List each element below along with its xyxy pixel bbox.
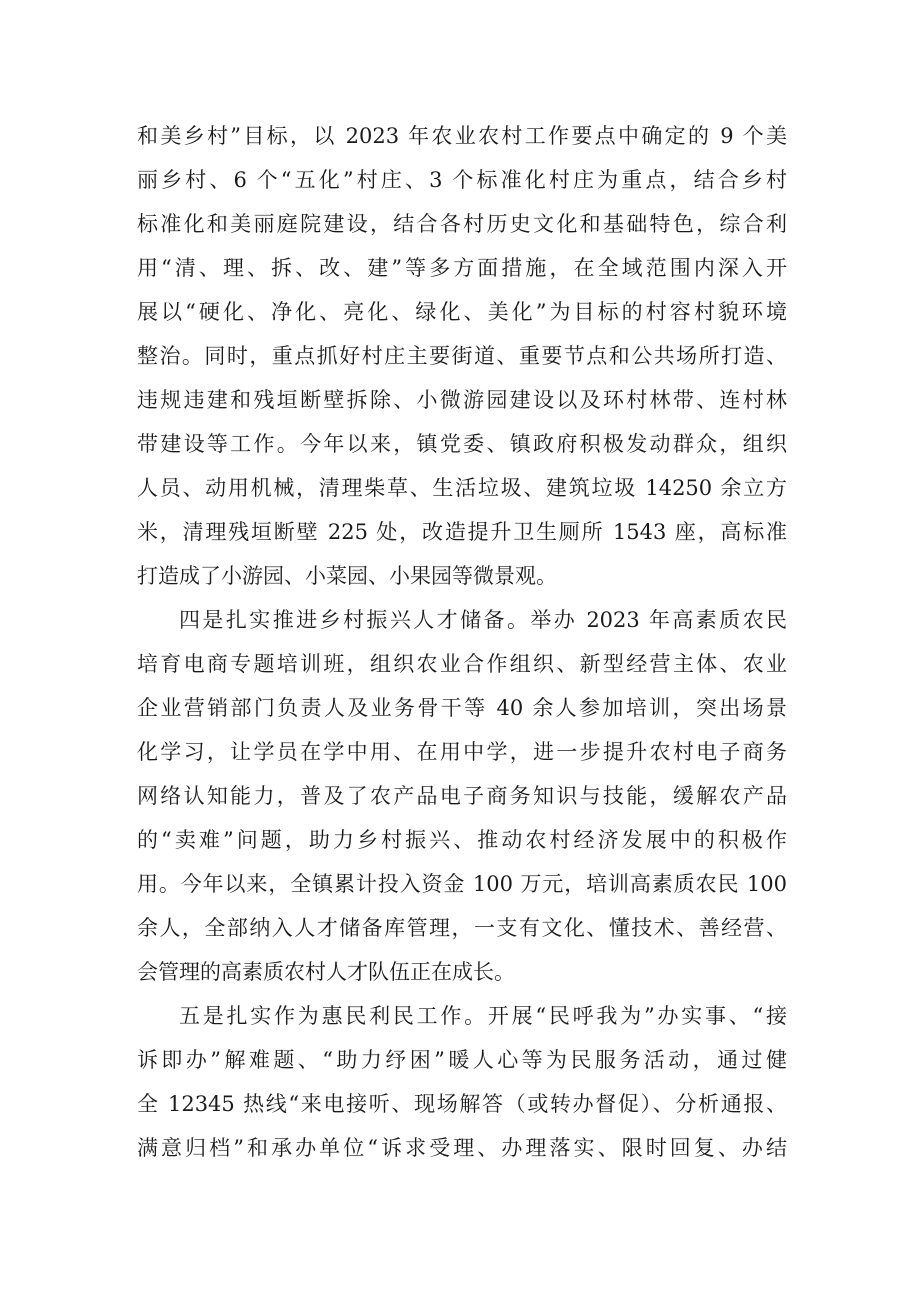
- paragraph-1-line-11: 打造成了小游园、小菜园、小果园等微景观。: [137, 564, 557, 588]
- paragraph-2-line-5: 网络认知能力，普及了农产品电子商务知识与技能，缓解农产品: [137, 784, 787, 808]
- paragraph-1-line-5: 展以“硬化、净化、亮化、绿化、美化”为目标的村容村貌环境: [137, 300, 787, 324]
- paragraph-1-line-7: 违规违建和残垣断壁拆除、小微游园建设以及环村林带、连村林: [137, 388, 787, 412]
- paragraph-2-line-2: 培育电商专题培训班，组织农业合作组织、新型经营主体、农业: [137, 652, 787, 676]
- paragraph-3-line-4: 满意归档”和承办单位“诉求受理、办理落实、限时回复、办结: [137, 1136, 787, 1160]
- paragraph-1-line-2: 丽乡村、6 个“五化”村庄、3 个标准化村庄为重点，结合乡村: [137, 168, 787, 192]
- paragraph-3-line-3: 全 12345 热线“来电接听、现场解答（或转办督促）、分析通报、: [137, 1092, 787, 1116]
- paragraph-2-line-9: 会管理的高素质农村人才队伍正在成长。: [137, 960, 515, 984]
- paragraph-2-line-8: 余人，全部纳入人才储备库管理，一支有文化、懂技术、善经营、: [137, 916, 787, 940]
- paragraph-1-line-1: 和美乡村”目标，以 2023 年农业农村工作要点中确定的 9 个美: [137, 124, 787, 148]
- paragraph-2-line-7: 用。今年以来，全镇累计投入资金 100 万元，培训高素质农民 100: [137, 872, 787, 896]
- paragraph-2-line-6: 的“卖难”问题，助力乡村振兴、推动农村经济发展中的积极作: [137, 828, 787, 852]
- paragraph-1-line-3: 标准化和美丽庭院建设，结合各村历史文化和基础特色，综合利: [137, 212, 787, 236]
- paragraph-2-line-3: 企业营销部门负责人及业务骨干等 40 余人参加培训，突出场景: [137, 696, 787, 720]
- paragraph-1-line-10: 米，清理残垣断壁 225 处，改造提升卫生厕所 1543 座，高标准: [137, 520, 787, 544]
- paragraph-1-line-8: 带建设等工作。今年以来，镇党委、镇政府积极发动群众，组织: [137, 432, 787, 456]
- paragraph-1-line-4: 用“清、理、拆、改、建”等多方面措施，在全域范围内深入开: [137, 256, 787, 280]
- paragraph-3-line-1: 五是扎实作为惠民利民工作。开展“民呼我为”办实事、“接: [179, 1004, 787, 1028]
- paragraph-2-line-1: 四是扎实推进乡村振兴人才储备。举办 2023 年高素质农民: [179, 608, 787, 632]
- paragraph-1-line-9: 人员、动用机械，清理柴草、生活垃圾、建筑垃圾 14250 余立方: [137, 476, 787, 500]
- paragraph-1-line-6: 整治。同时，重点抓好村庄主要街道、重要节点和公共场所打造、: [137, 344, 787, 368]
- paragraph-3-line-2: 诉即办”解难题、“助力纾困”暖人心等为民服务活动，通过健: [137, 1048, 787, 1072]
- paragraph-2-line-4: 化学习，让学员在学中用、在用中学，进一步提升农村电子商务: [137, 740, 787, 764]
